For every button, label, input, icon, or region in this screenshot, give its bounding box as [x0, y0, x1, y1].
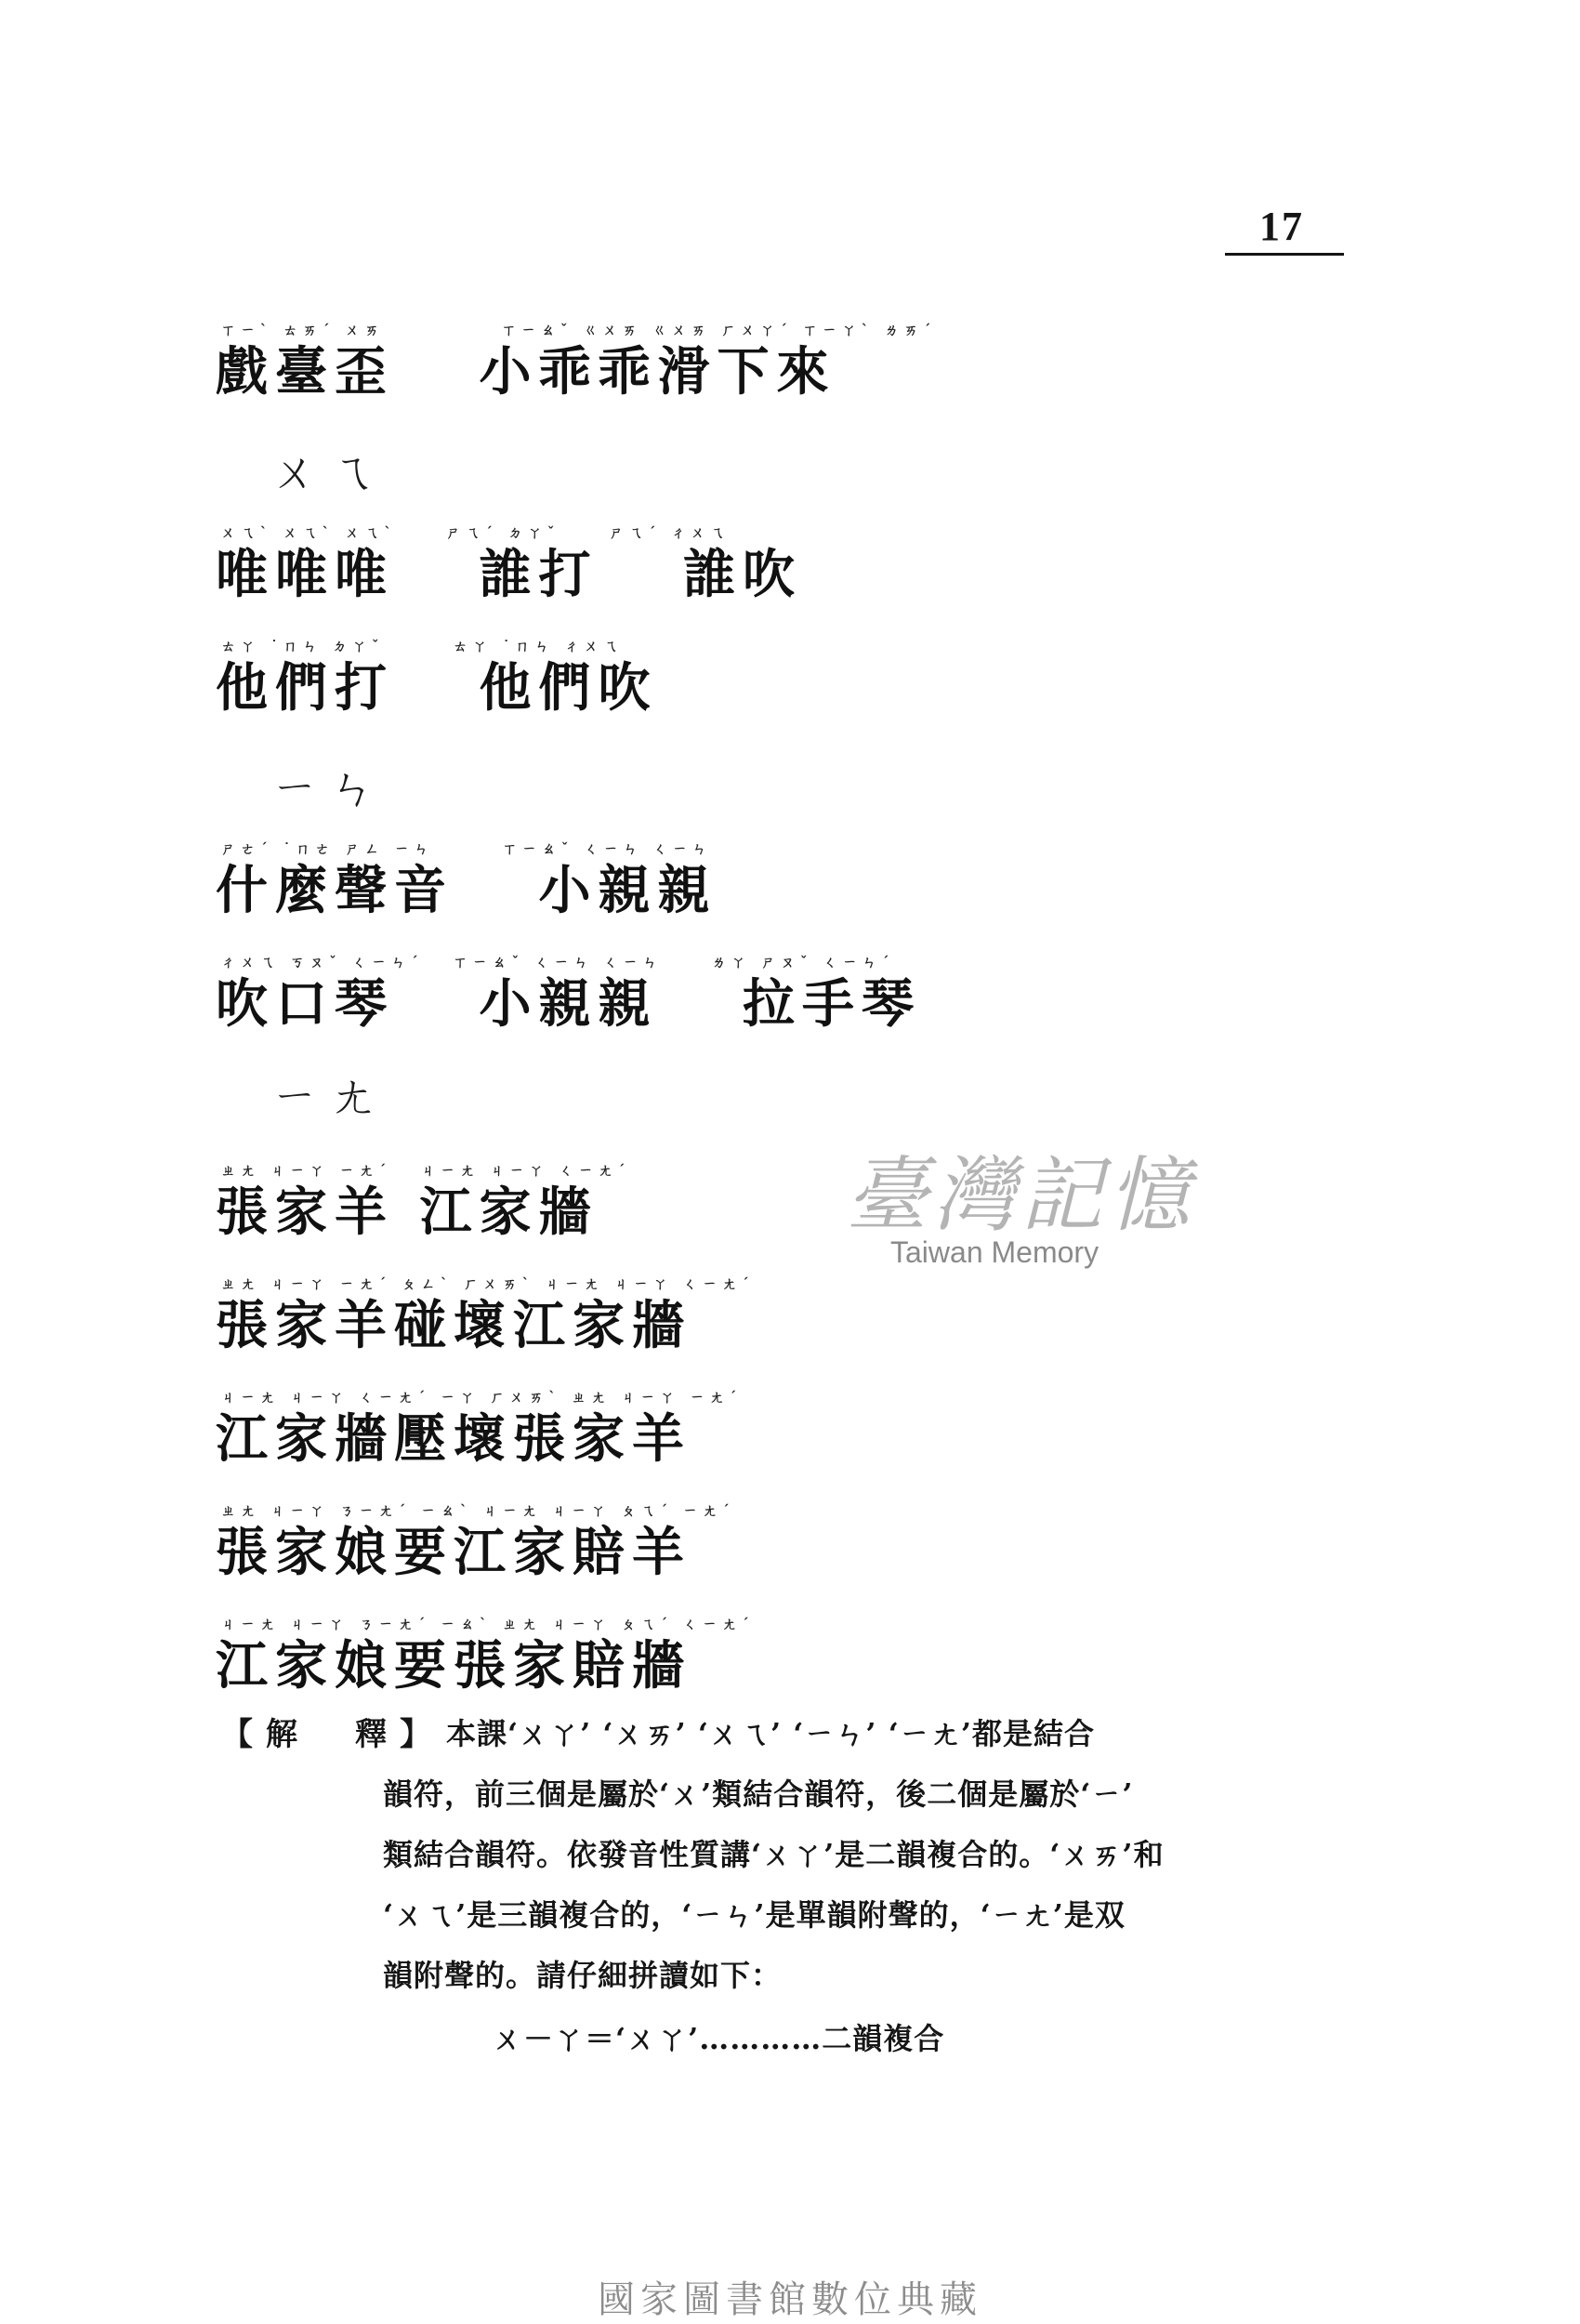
- watermark: [779, 1147, 1262, 1270]
- text-line-2: 唯唯唯 誰打 誰吹: [216, 544, 802, 605]
- explanation-label: 【解 釋】: [221, 1716, 444, 1753]
- watermark-english: Taiwan Memory: [890, 1235, 1099, 1269]
- zhuyin-line-5: ㄔㄨㄟ ㄎㄡˇ ㄑㄧㄣˊ ㄒㄧㄠˇ ㄑㄧㄣ ㄑㄧㄣ ㄌㄚ ㄕㄡˇ ㄑㄧㄣˊ: [221, 954, 895, 971]
- rhyme-heading-yin: ㄧㄣ: [271, 761, 387, 815]
- zhuyin-line-7: ㄓㄤ ㄐㄧㄚ ㄧㄤˊ ㄆㄥˋ ㄏㄨㄞˋ ㄐㄧㄤ ㄐㄧㄚ ㄑㄧㄤˊ: [221, 1275, 755, 1292]
- watermark-chinese: 臺灣記憶: [845, 1147, 1195, 1243]
- page-number-rule: [1225, 253, 1344, 256]
- text-line-9: 張家娘要江家賠羊: [216, 1522, 691, 1583]
- zhuyin-line-1: ㄒㄧˋ ㄊㄞˊ ㄨㄞ: [221, 322, 385, 338]
- text-line-8: 江家牆壓壞張家羊: [216, 1408, 691, 1470]
- zhuyin-line-8: ㄐㄧㄤ ㄐㄧㄚ ㄑㄧㄤˊ ㄧㄚ ㄏㄨㄞˋ ㄓㄤ ㄐㄧㄚ ㄧㄤˊ: [221, 1389, 743, 1406]
- page-number: 17: [1259, 204, 1304, 249]
- rhyme-heading-yang: ㄧㄤ: [271, 1070, 387, 1124]
- text-line-4: 什麼聲音 小親親: [216, 860, 718, 921]
- zhuyin-line-3: ㄊㄚ ˙ㄇㄣ ㄉㄚˇ ㄊㄚ ˙ㄇㄣ ㄔㄨㄟ: [221, 638, 624, 654]
- zhuyin-line-10: ㄐㄧㄤ ㄐㄧㄚ ㄋㄧㄤˊ ㄧㄠˋ ㄓㄤ ㄐㄧㄚ ㄆㄟˊ ㄑㄧㄤˊ: [221, 1616, 755, 1632]
- explanation-line-5: 韻附聲的。請仔細拼讀如下：: [383, 1958, 783, 1993]
- zhuyin-line-6: ㄓㄤ ㄐㄧㄚ ㄧㄤˊ ㄐㄧㄤ ㄐㄧㄚ ㄑㄧㄤˊ: [221, 1162, 631, 1179]
- explanation-line-2: 韻符，前三個是屬於‘ㄨ’類結合韻符，後二個是屬於‘ㄧ’: [383, 1776, 1134, 1812]
- explanation-line-4: ‘ㄨㄟ’是三韻複合的，‘ㄧㄣ’是單韻附聲的，‘ㄧㄤ’是双: [383, 1897, 1126, 1933]
- explanation-line-1: 本課‘ㄨㄚ’ ‘ㄨㄞ’ ‘ㄨㄟ’ ‘ㄧㄣ’ ‘ㄧㄤ’都是結合: [446, 1716, 1095, 1751]
- zhuyin-line-4: ㄕㄜˊ ˙ㄇㄜ ㄕㄥ ㄧㄣ ㄒㄧㄠˇ ㄑㄧㄣ ㄑㄧㄣ: [221, 840, 712, 857]
- text-line-3: 他們打 他們吹: [216, 657, 658, 719]
- text-line-6: 張家羊 江家牆: [216, 1182, 599, 1243]
- explanation-line-3: 類結合韻符。依發音性質講‘ㄨㄚ’是二韻複合的。‘ㄨㄞ’和: [383, 1837, 1165, 1872]
- text-line-5: 吹口琴 小親親 拉手琴: [216, 973, 921, 1035]
- zhuyin-line-9: ㄓㄤ ㄐㄧㄚ ㄋㄧㄤˊ ㄧㄠˋ ㄐㄧㄤ ㄐㄧㄚ ㄆㄟˊ ㄧㄤˊ: [221, 1502, 735, 1519]
- text-line-7: 張家羊碰壞江家牆: [216, 1295, 691, 1356]
- explanation-formula: ㄨ－ㄚ＝‘ㄨㄚ’…………二韻複合: [493, 2021, 945, 2056]
- zhuyin-line-2: ㄨㄟˋ ㄨㄟˋ ㄨㄟˋ ㄕㄟˊ ㄉㄚˇ ㄕㄟˊ ㄔㄨㄟ: [221, 524, 731, 541]
- footer-caption: 國家圖書館數位典藏: [598, 2278, 982, 2321]
- zhuyin-line-1b: ㄒㄧㄠˇ ㄍㄨㄞ ㄍㄨㄞ ㄏㄨㄚˊ ㄒㄧㄚˋ ㄌㄞˊ: [502, 322, 937, 338]
- text-line-10: 江家娘要張家賠牆: [216, 1635, 691, 1697]
- text-line-1: 戲臺歪 小乖乖滑下來: [216, 341, 836, 403]
- rhyme-heading-wei: ㄨㄟ: [271, 445, 387, 499]
